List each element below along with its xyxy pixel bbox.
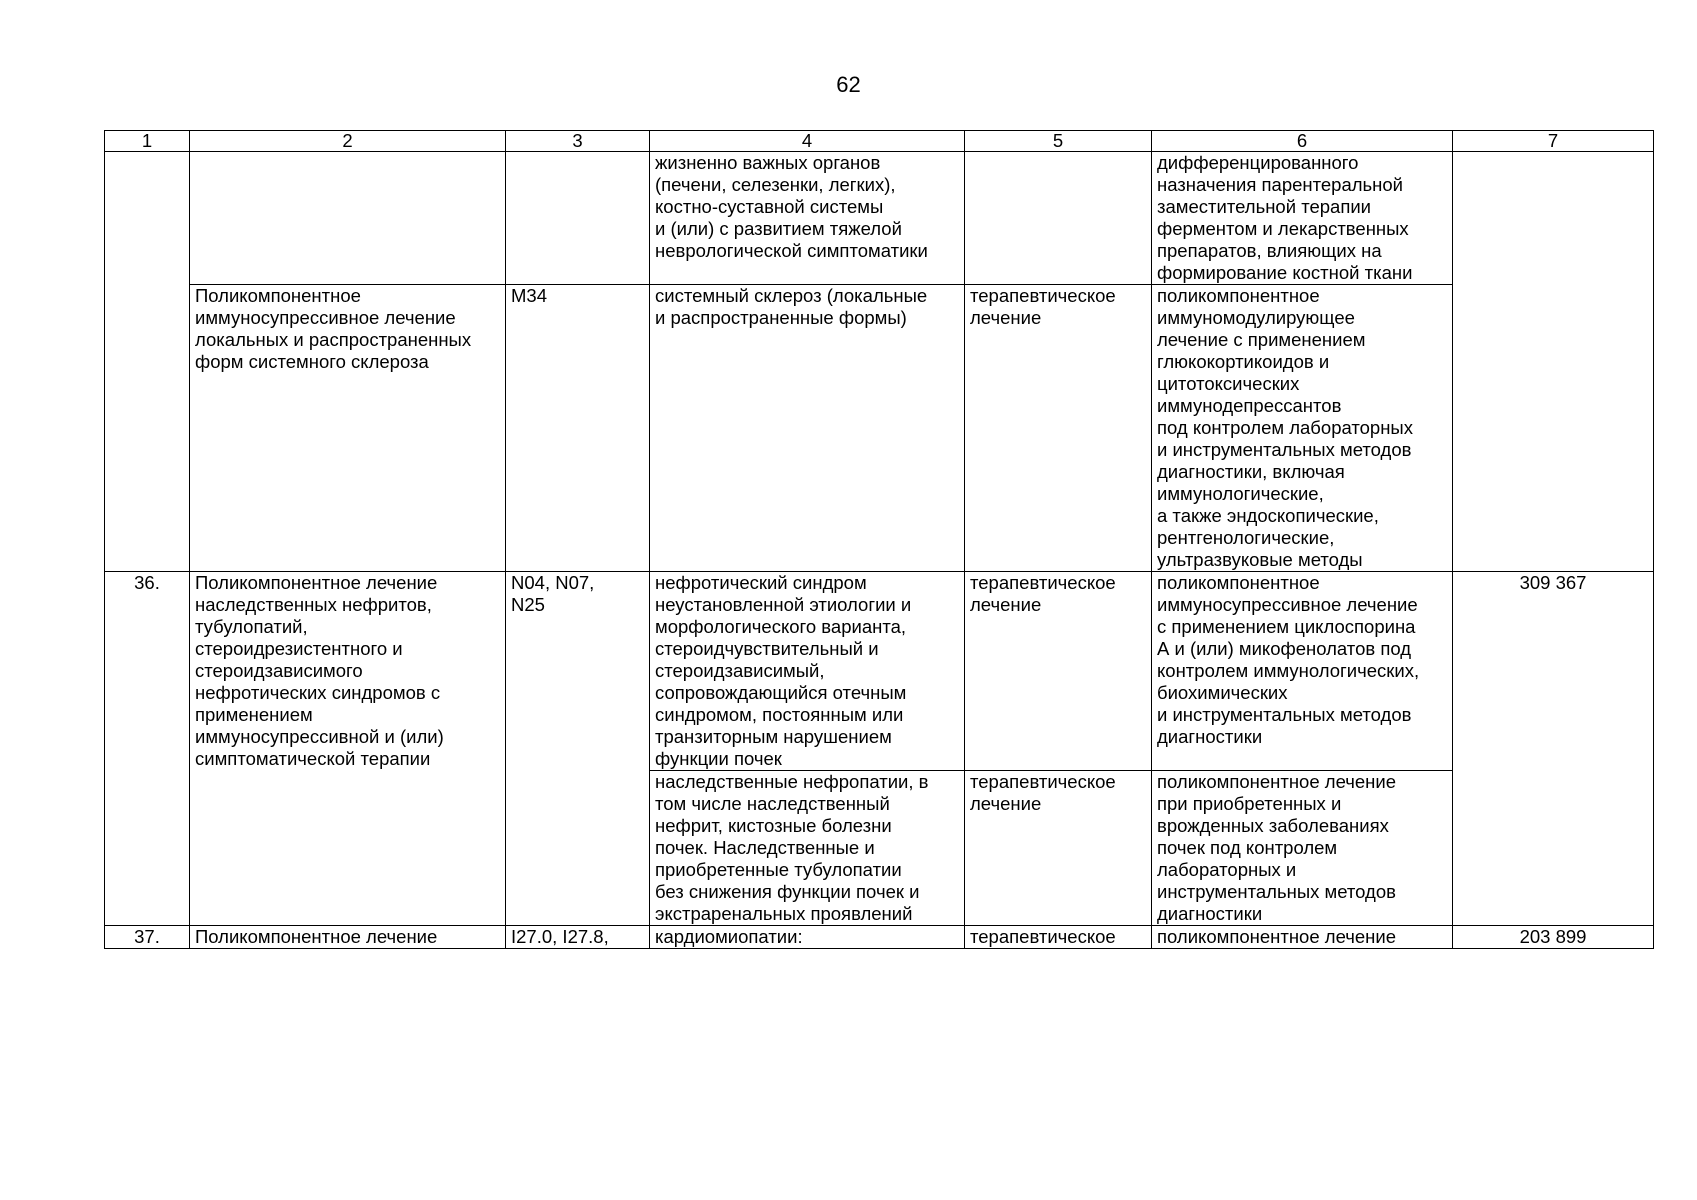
cell-method-description bbox=[1152, 771, 1453, 926]
text-line: и инструментальных методов bbox=[1157, 704, 1412, 725]
table-row-continuation bbox=[105, 152, 1654, 285]
cell-diagnosis bbox=[650, 771, 965, 926]
text-line: стероидчувствительный и bbox=[655, 638, 879, 659]
text-line: цитотоксических bbox=[1157, 373, 1300, 394]
cell-icd-code bbox=[506, 572, 650, 926]
text-line: ультразвуковые методы bbox=[1157, 549, 1363, 570]
cell-cost-empty bbox=[1453, 152, 1654, 572]
text-line: инструментальных методов bbox=[1157, 881, 1396, 902]
text-line: симптоматической терапии bbox=[195, 748, 431, 769]
text-line: неврологической симптоматики bbox=[655, 240, 928, 261]
cell-row-number: 36. bbox=[105, 572, 190, 926]
text-line: стероидрезистентного и bbox=[195, 638, 403, 659]
cell-method-name bbox=[190, 572, 506, 926]
text-line: жизненно важных органов bbox=[655, 152, 881, 173]
text-line: контролем иммунологических, bbox=[1157, 660, 1420, 681]
text-line: костно-суставной системы bbox=[655, 196, 884, 217]
text-line: лечение bbox=[970, 793, 1042, 814]
text-line: иммуносупрессивное лечение bbox=[1157, 594, 1418, 615]
text-line: транзиторным нарушением bbox=[655, 726, 892, 747]
text-line: функции почек bbox=[655, 748, 782, 769]
medical-care-table bbox=[104, 130, 1654, 949]
text-line: M34 bbox=[511, 285, 547, 306]
text-line: экстраренальных проявлений bbox=[655, 903, 913, 924]
text-line: N25 bbox=[511, 594, 545, 615]
cell-method-description bbox=[1152, 152, 1453, 285]
text-line: поликомпонентное bbox=[1157, 572, 1320, 593]
text-line: сопровождающийся отечным bbox=[655, 682, 907, 703]
text-line: нефротических синдромов с bbox=[195, 682, 441, 703]
text-line: диагностики bbox=[1157, 903, 1263, 924]
text-line: поликомпонентное bbox=[1157, 285, 1320, 306]
table-row-m34 bbox=[105, 285, 1654, 572]
cell-row-number: 37. bbox=[105, 926, 190, 949]
header-col-7: 7 bbox=[1453, 131, 1654, 152]
page-number: 62 bbox=[836, 72, 861, 97]
text-line: тубулопатий, bbox=[195, 616, 308, 637]
text-line: и инструментальных методов bbox=[1157, 439, 1412, 460]
header-col-6: 6 bbox=[1152, 131, 1453, 152]
text-line: Поликомпонентное bbox=[195, 285, 361, 306]
text-line: лечение с применением bbox=[1157, 329, 1366, 350]
cell-diagnosis bbox=[650, 152, 965, 285]
text-line: и (или) с развитием тяжелой bbox=[655, 218, 902, 239]
cell-cost: 309 367 bbox=[1453, 572, 1654, 926]
text-line: приобретенные тубулопатии bbox=[655, 859, 902, 880]
text-line: ферментом и лекарственных bbox=[1157, 218, 1409, 239]
text-line: синдромом, постоянным или bbox=[655, 704, 904, 725]
cell-method-name bbox=[190, 285, 506, 572]
text-line: почек. Наследственные и bbox=[655, 837, 875, 858]
text-line: диагностики, включая bbox=[1157, 461, 1345, 482]
table-row-36 bbox=[105, 572, 1654, 771]
text-line: лечение bbox=[970, 307, 1042, 328]
cell-method-description: поликомпонентное лечение bbox=[1152, 926, 1453, 949]
text-line: Поликомпонентное лечение bbox=[195, 572, 438, 593]
text-line: лабораторных и bbox=[1157, 859, 1297, 880]
header-col-3: 3 bbox=[506, 131, 650, 152]
header-col-2: 2 bbox=[190, 131, 506, 152]
text-line: иммунологические, bbox=[1157, 483, 1324, 504]
text-line: формирование костной ткани bbox=[1157, 262, 1413, 283]
text-line: неустановленной этиологии и bbox=[655, 594, 912, 615]
text-line: рентгенологические, bbox=[1157, 527, 1335, 548]
text-line: форм системного склероза bbox=[195, 351, 429, 372]
text-line: применением bbox=[195, 704, 313, 725]
text-line: терапевтическое bbox=[970, 771, 1116, 792]
text-line: биохимических bbox=[1157, 682, 1288, 703]
cell-treatment-type-empty bbox=[965, 152, 1152, 285]
cell-icd-code: I27.0, I27.8, bbox=[506, 926, 650, 949]
cell-method-empty bbox=[190, 152, 506, 285]
cell-method-description bbox=[1152, 285, 1453, 572]
text-line: назначения парентеральной bbox=[1157, 174, 1404, 195]
table-row-37 bbox=[105, 926, 1654, 949]
text-line: локальных и распространенных bbox=[195, 329, 472, 350]
text-line: стероидзависимого bbox=[195, 660, 363, 681]
text-line: дифференцированного bbox=[1157, 152, 1359, 173]
text-line: том числе наследственный bbox=[655, 793, 890, 814]
cell-diagnosis bbox=[650, 572, 965, 771]
text-line: препаратов, влияющих на bbox=[1157, 240, 1382, 261]
text-line: почек под контролем bbox=[1157, 837, 1338, 858]
text-line: без снижения функции почек и bbox=[655, 881, 920, 902]
text-line: заместительной терапии bbox=[1157, 196, 1372, 217]
header-col-1: 1 bbox=[105, 131, 190, 152]
cell-icd-code bbox=[506, 285, 650, 572]
text-line: поликомпонентное лечение bbox=[1157, 771, 1397, 792]
text-line: иммунодепрессантов bbox=[1157, 395, 1342, 416]
header-col-4: 4 bbox=[650, 131, 965, 152]
text-line: глюкокортикоидов и bbox=[1157, 351, 1330, 372]
text-line: под контролем лабораторных bbox=[1157, 417, 1413, 438]
text-line: нефротический синдром bbox=[655, 572, 867, 593]
cell-treatment-type bbox=[965, 285, 1152, 572]
text-line: с применением циклоспорина bbox=[1157, 616, 1416, 637]
text-line: иммуносупрессивное лечение bbox=[195, 307, 456, 328]
cell-diagnosis bbox=[650, 285, 965, 572]
cell-treatment-type bbox=[965, 771, 1152, 926]
text-line: морфологического варианта, bbox=[655, 616, 907, 637]
text-line: терапевтическое bbox=[970, 572, 1116, 593]
text-line: лечение bbox=[970, 594, 1042, 615]
text-line: системный склероз (локальные bbox=[655, 285, 928, 306]
text-line: диагностики bbox=[1157, 726, 1263, 747]
text-line: терапевтическое bbox=[970, 285, 1116, 306]
text-line: А и (или) микофенолатов под bbox=[1157, 638, 1412, 659]
text-line: при приобретенных и bbox=[1157, 793, 1342, 814]
text-line: наследственные нефропатии, в bbox=[655, 771, 929, 792]
cell-method-description bbox=[1152, 572, 1453, 771]
header-row bbox=[105, 131, 1654, 152]
text-line: (печени, селезенки, легких), bbox=[655, 174, 896, 195]
cell-diagnosis: кардиомиопатии: bbox=[650, 926, 965, 949]
header-col-5: 5 bbox=[965, 131, 1152, 152]
cell-method-name: Поликомпонентное лечение bbox=[190, 926, 506, 949]
cell-cost: 203 899 bbox=[1453, 926, 1654, 949]
cell-treatment-type bbox=[965, 572, 1152, 771]
text-line: иммуносупрессивной и (или) bbox=[195, 726, 444, 747]
text-line: врожденных заболеваниях bbox=[1157, 815, 1389, 836]
text-line: нефрит, кистозные болезни bbox=[655, 815, 892, 836]
text-line: стероидзависимый, bbox=[655, 660, 825, 681]
cell-treatment-type: терапевтическое bbox=[965, 926, 1152, 949]
text-line: и распространенные формы) bbox=[655, 307, 907, 328]
text-line: а также эндоскопические, bbox=[1157, 505, 1379, 526]
cell-code-empty bbox=[506, 152, 650, 285]
text-line: наследственных нефритов, bbox=[195, 594, 432, 615]
cell-number-empty bbox=[105, 152, 190, 572]
text-line: иммуномодулирующее bbox=[1157, 307, 1355, 328]
text-line: N04, N07, bbox=[511, 572, 595, 593]
